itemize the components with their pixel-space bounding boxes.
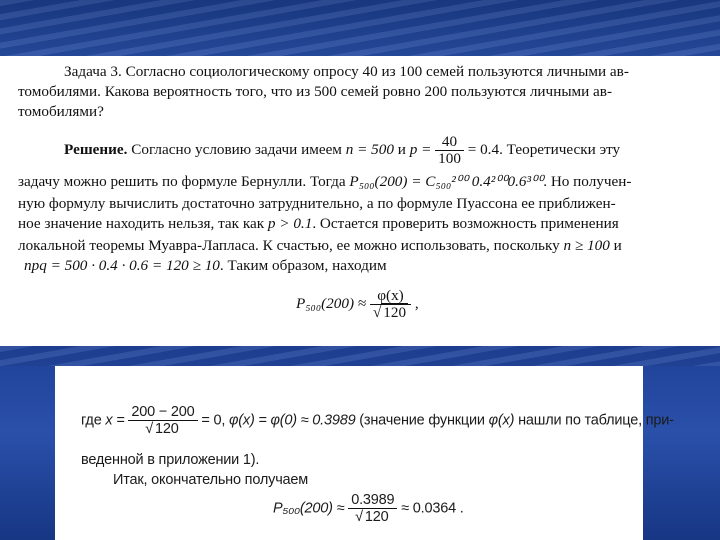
- solution-lead: Решение.: [64, 140, 128, 158]
- continuation-line-1: [81, 404, 674, 437]
- local-formula: [296, 288, 419, 321]
- continuation-sheet: [55, 366, 674, 540]
- p-condition: p > 0.1: [267, 215, 313, 232]
- final-rhs: ≈ 0.0364 .: [401, 500, 464, 517]
- task-sheet: [0, 56, 720, 346]
- solution-text-2: . Теоретически эту: [499, 140, 621, 158]
- and-word-2: и: [613, 237, 622, 254]
- x-denominator: √ 120: [145, 421, 179, 437]
- laplace-text: локальной теоремы Муавра-Лапласа. К счастью, ее можно использовать, поскольку: [18, 237, 560, 254]
- poisson-text: ное значение находить нельзя, так как: [18, 215, 265, 232]
- local-formula-lhs: P₅₀₀(200) ≈: [296, 294, 367, 312]
- n-condition: n ≥ 100: [563, 237, 610, 254]
- x-rhs: = 0,: [201, 412, 226, 429]
- solution-line-5: [18, 214, 619, 234]
- and-word: и: [397, 140, 406, 158]
- p-rhs: = 0.4: [467, 140, 500, 158]
- final-sqrt: 120: [364, 509, 389, 525]
- p-lhs: p =: [409, 140, 432, 158]
- final-formula: [273, 492, 464, 525]
- x-fraction: [128, 404, 197, 437]
- x-numerator: 200 − 200: [128, 404, 197, 421]
- solution-line-3: [18, 172, 631, 192]
- solution-line-6: [18, 236, 622, 256]
- solution-line-7: [24, 256, 387, 276]
- task-line-3: томобилями?: [18, 103, 104, 120]
- solution-line-1: [64, 134, 620, 167]
- final-numerator: 0.3989: [348, 492, 397, 509]
- thus-text: . Таким образом, находим: [219, 257, 387, 274]
- continuation-line-3: Итак, окончательно получаем: [113, 472, 309, 488]
- final-denominator: √ 120: [355, 509, 389, 525]
- solution-text-1: Согласно условию задачи имеем: [131, 140, 342, 158]
- note-2: нашли по таблице, при-: [518, 412, 674, 429]
- where-word: где: [81, 412, 102, 429]
- moivre-text: . Остается проверить возможность применения: [312, 215, 619, 232]
- solution-line-4: ную формулу вычислить достаточно затруднительно, а по формуле Пуассона ее приближен-: [18, 195, 616, 212]
- bernoulli-formula: P₅₀₀(200) = C₅₀₀²⁰⁰ 0.4²⁰⁰0.6³⁰⁰: [349, 173, 544, 190]
- bernoulli-intro: задачу можно решить по формуле Бернулли. Тогда: [18, 173, 346, 190]
- final-lhs: P₅₀₀(200) ≈: [273, 500, 345, 517]
- local-formula-den: √ 120: [372, 304, 407, 321]
- local-formula-sqrt: 120: [383, 304, 407, 321]
- local-formula-end: ,: [414, 294, 419, 312]
- local-formula-fraction: [370, 288, 411, 321]
- x-sqrt: 120: [155, 421, 179, 437]
- n-equation: n = 500: [345, 140, 394, 158]
- p-fraction: [435, 134, 464, 167]
- task-line-1: Задача 3. Согласно социологическому опросу 40 из 100 семей пользуются личными ав-: [64, 63, 629, 80]
- p-denominator: 100: [438, 150, 461, 167]
- p-numerator: 40: [435, 134, 464, 151]
- x-lhs: x =: [105, 412, 125, 429]
- note-phi: φ(x): [488, 412, 515, 429]
- task-line-2: томобилями. Какова вероятность того, что из 500 семей ровно 200 пользуются личными ав-: [18, 83, 613, 100]
- final-fraction: [348, 492, 397, 525]
- local-formula-num: φ(x): [370, 288, 411, 305]
- bernoulli-tail: . Но получен-: [543, 173, 632, 190]
- continuation-line-2: веденной в приложении 1).: [81, 452, 260, 468]
- phi-equation: φ(x) = φ(0) ≈ 0.3989: [229, 412, 356, 429]
- npq-condition: npq = 500 · 0.4 · 0.6 = 120 ≥ 10: [24, 257, 220, 274]
- note-1: (значение функции: [359, 412, 485, 429]
